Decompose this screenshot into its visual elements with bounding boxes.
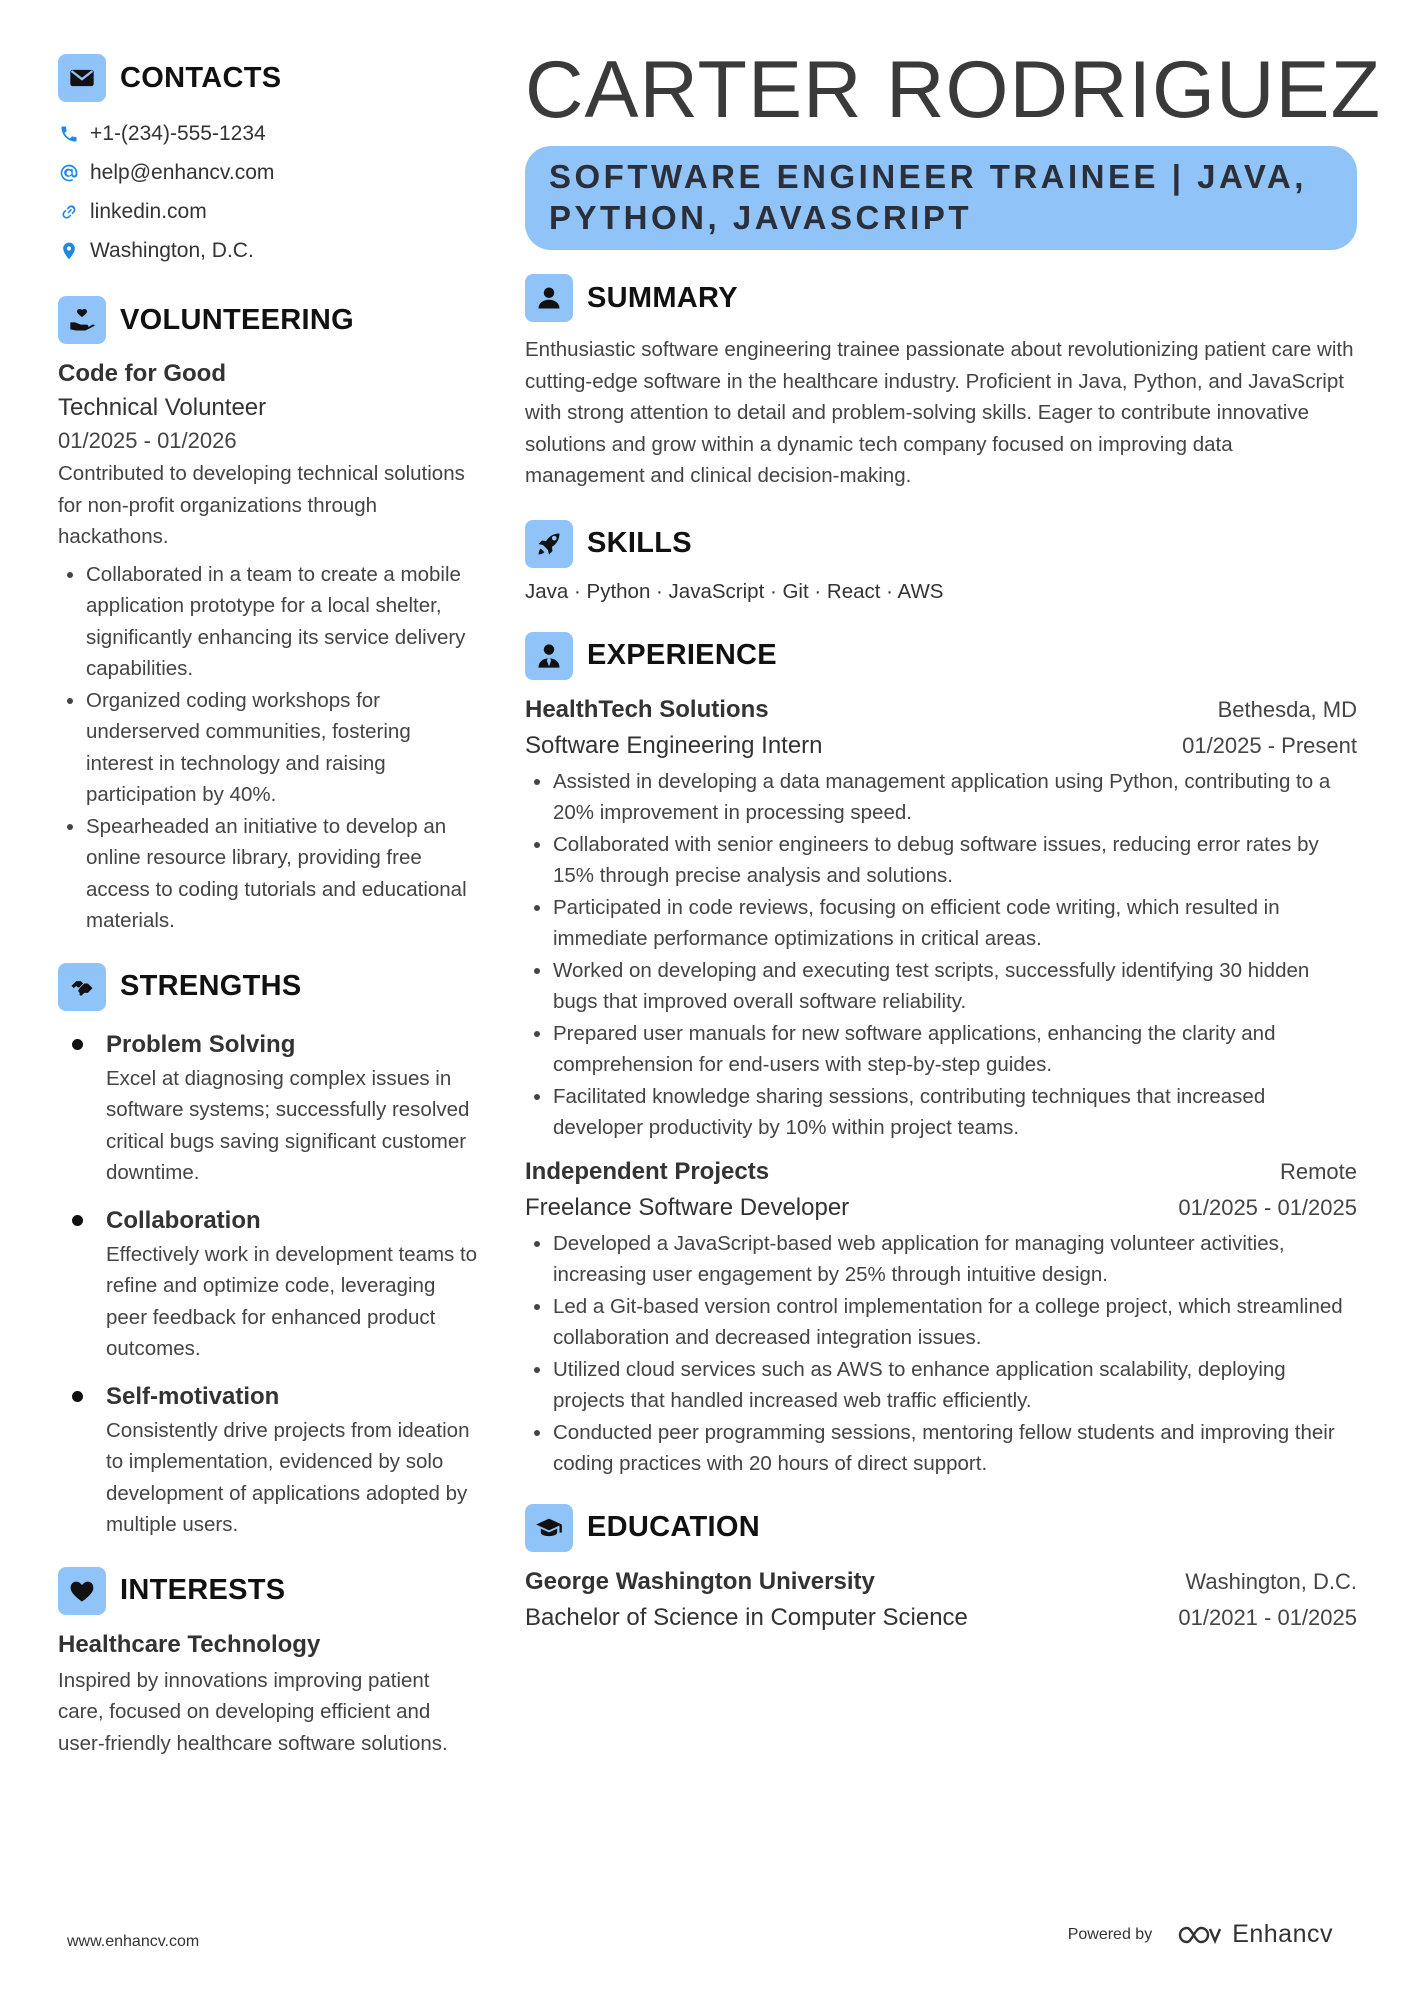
footer-website[interactable]: www.enhancv.com [67,1933,200,1950]
strengths-section [58,961,478,1541]
education-title: EDUCATION [587,1511,760,1543]
contact-linkedin[interactable] [58,192,478,231]
strengths-title: STRENGTHS [120,970,302,1002]
education-school: George Washington University [525,1567,875,1595]
strength-title: Collaboration [106,1206,261,1234]
list-item: • Collaborated with senior engineers to debug software issues, reducing error rates by 15% through precise analysis and solutions. [553,829,1357,892]
helping-hand-heart-icon [58,296,106,344]
enhancv-brand-text: Enhancv [1232,1920,1333,1948]
list-item: • Developed a JavaScript-based web application for managing volunteer activities, increasing user engagement by 25% through intuitive design. [553,1228,1357,1291]
education-section [525,1502,1357,1632]
volunteer-org: Code for Good [58,360,226,387]
summary-header [525,272,1357,324]
volunteer-dates: 01/2025 - 01/2026 [58,428,237,453]
education-subheader [525,1604,1357,1632]
volunteer-role: Technical Volunteer [58,394,267,421]
volunteering-header [58,294,478,346]
job-subheader [525,1194,1357,1222]
education-degree: Bachelor of Science in Computer Science [525,1603,968,1631]
volunteer-bullets [58,559,478,937]
list-item: • Worked on developing and executing test scripts, successfully identifying 30 hidden bugs that improved overall software reliability. [553,955,1357,1018]
list-item: • Prepared user manuals for new software applications, enhancing the clarity and comprehension for end-users with step-by-step guides. [553,1018,1357,1081]
enhancv-logo-icon [1176,1923,1222,1947]
job-bullets [525,766,1357,1144]
job-role: Freelance Software Developer [525,1193,850,1221]
strengths-header [58,961,478,1013]
contacts-title: CONTACTS [120,61,282,94]
job-dates: 01/2025 - Present [1182,732,1357,758]
education-location: Washington, D.C. [1185,1568,1357,1594]
list-item: • Assisted in developing a data management application using Python, contributing to a 20% improvement in processing speed. [553,766,1357,829]
graduation-cap-icon [525,1504,573,1552]
powered-by-label: Powered by [1067,1925,1153,1943]
job-company: HealthTech Solutions [525,695,769,723]
experience-header [525,630,1357,682]
job-location: Remote [1279,1158,1357,1184]
education-header [525,1502,1357,1554]
map-pin-icon [58,240,80,262]
contacts-section [58,52,478,270]
job-bullets [525,1228,1357,1480]
strength-item [58,1207,478,1365]
volunteering-section [58,294,478,937]
job-role: Software Engineering Intern [525,731,823,759]
interest-desc: Inspired by innovations improving patient care, focused on developing efficient and user-friendly healthcare software solutions. [58,1668,448,1755]
list-item: • Led a Git-based version control implementation for a college project, which streamlined collaboration and decreased integration issues. [553,1291,1357,1354]
job-location: Bethesda, MD [1217,696,1357,722]
phone-icon [58,123,80,145]
contact-phone[interactable] [58,114,478,153]
list-item: • Conducted peer programming sessions, mentoring fellow students and improving their coding practices with 20 hours of direct support. [553,1417,1357,1480]
job-company: Independent Projects [525,1157,770,1185]
rocket-icon [525,520,573,568]
experience-section [525,630,1357,1480]
interest-title: Healthcare Technology [58,1630,321,1658]
skills-title: SKILLS [587,527,692,559]
bullet-dot [72,1039,83,1050]
strength-desc: Excel at diagnosing complex issues in software systems; successfully resolved critical bugs saving significant customer downtime. [106,1066,470,1184]
list-item: • Collaborated in a team to create a mobile application prototype for a local shelter, significantly enhancing its service delivery capabilities. [86,559,478,685]
handshake-icon [58,963,106,1011]
bullet-dot [72,1391,83,1402]
left-column [58,52,478,1759]
skills-header [525,518,1357,570]
experience-title: EXPERIENCE [587,639,777,671]
contacts-header [58,52,478,104]
strength-title: Problem Solving [106,1030,296,1058]
bullet-dot [72,1215,83,1226]
interests-section [58,1565,478,1760]
list-item: • Facilitated knowledge sharing sessions, contributing techniques that increased developer productivity by 10% within project teams. [553,1081,1357,1144]
link-icon [58,201,80,223]
volunteer-description: Contributed to developing technical solutions for non-profit organizations through hackathons. [58,462,465,548]
education-header-row [525,1568,1357,1596]
summary-section [525,272,1357,492]
tagline-banner: SOFTWARE ENGINEER TRAINEE | JAVA, PYTHON, JAVASCRIPT [525,146,1357,250]
strength-item [58,1031,478,1189]
job-header [525,1158,1357,1186]
location-text: Washington, D.C. [90,238,254,262]
summary-title: SUMMARY [587,281,738,314]
interests-header [58,1565,478,1617]
strength-item [58,1383,478,1541]
skills-list: Java · Python · JavaScript · Git · React · AWS [525,579,944,603]
summary-text: Enthusiastic software engineering trainee passionate about revolutionizing patient care with cutting-edge software in the healthcare industry. Proficient in Java, Python, and JavaScript with strong attention to detail and problem-solving skills. Eager to contribute innovative solutions and grow within a dynamic tech company focused on improving data management and clinical decision-making. [525,338,1354,487]
job-subheader [525,732,1357,760]
interests-title: INTERESTS [120,1574,286,1606]
candidate-name: CARTER RODRIGUEZ [525,45,1382,135]
job-dates: 01/2025 - 01/2025 [1178,1194,1357,1220]
strength-title: Self-motivation [106,1382,280,1410]
volunteering-title: VOLUNTEERING [120,303,354,336]
job-entry [525,696,1357,1144]
contact-location [58,231,478,270]
at-sign-icon [58,162,80,184]
linkedin-text: linkedin.com [90,199,207,223]
list-item: • Organized coding workshops for underserved communities, fostering interest in technology and raising participation by 40%. [86,685,478,811]
skills-section [525,518,1357,604]
footer-branding [1068,1920,1333,1949]
heart-icon [58,1567,106,1615]
strength-desc: Consistently drive projects from ideation to implementation, evidenced by solo development of applications adopted by multiple users. [106,1418,470,1536]
email-text: help@enhancv.com [90,160,275,184]
list-item: • Participated in code reviews, focusing on efficient code writing, which resulted in immediate performance optimizations in critical areas. [553,892,1357,955]
envelope-icon [58,54,106,102]
right-column [525,45,1382,1632]
user-icon [525,274,573,322]
strength-desc: Effectively work in development teams to refine and optimize code, leveraging peer feedback for enhanced product outcomes. [106,1242,478,1360]
job-entry [525,1158,1357,1480]
businessman-icon [525,632,573,680]
list-item: • Utilized cloud services such as AWS to enhance application scalability, deploying projects that handled increased web traffic efficiently. [553,1354,1357,1417]
education-dates: 01/2021 - 01/2025 [1178,1604,1357,1630]
list-item: • Spearheaded an initiative to develop an online resource library, providing free access to coding tutorials and educational materials. [86,811,478,937]
phone-text: +1-(234)-555-1234 [90,121,266,145]
job-header [525,696,1357,724]
contact-email[interactable] [58,153,478,192]
